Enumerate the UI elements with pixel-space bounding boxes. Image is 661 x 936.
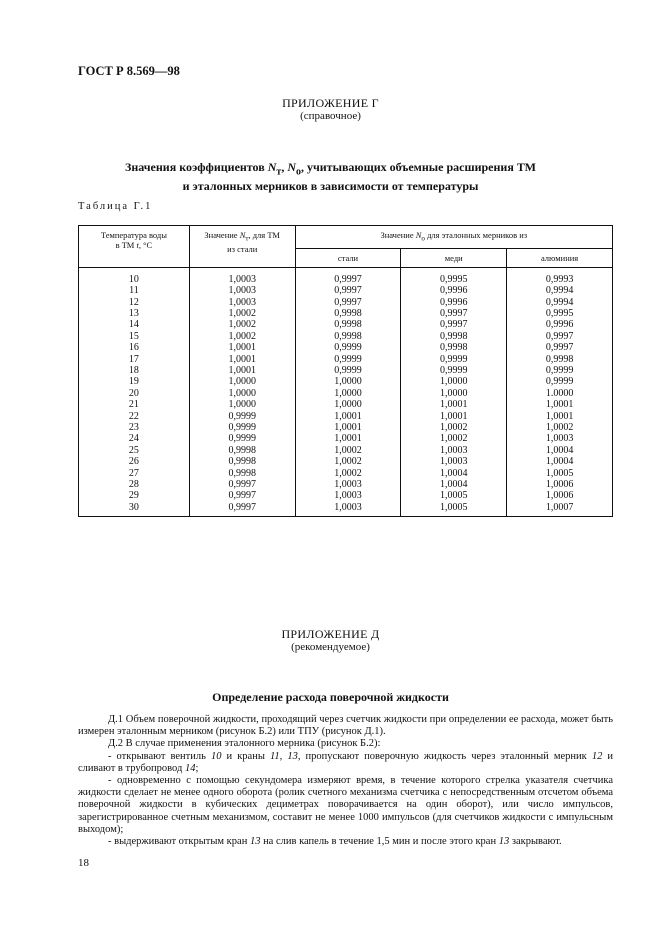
cell-no-aluminum: 0,9995 — [507, 308, 613, 319]
step-text: ; — [195, 762, 199, 774]
cell-no-steel: 0,9998 — [295, 308, 401, 319]
cell-temperature: 25 — [79, 445, 190, 456]
appendix-d-heading: Определение расхода поверочной жидкости — [212, 690, 449, 704]
cell-no-copper: 1,0005 — [401, 502, 507, 517]
table-row — [79, 479, 613, 490]
cell-no-steel: 1,0001 — [295, 422, 401, 433]
cell-no-steel: 1,0002 — [295, 456, 401, 467]
cell-temperature: 17 — [79, 354, 190, 365]
cell-temperature: 24 — [79, 433, 190, 444]
col-header-temperature — [79, 226, 190, 268]
cell-temperature: 28 — [79, 479, 190, 490]
step-ref-number: 13 — [498, 836, 510, 848]
cell-nt-steel: 1,0002 — [189, 331, 295, 342]
cell-nt-steel: 1,0003 — [189, 297, 295, 308]
cell-no-aluminum: 1,0006 — [507, 490, 613, 501]
table-row — [79, 490, 613, 501]
cell-no-aluminum: 1.0000 — [507, 388, 613, 399]
table-caption: Таблица Г.1 — [78, 201, 153, 212]
table-row — [79, 468, 613, 479]
step-text: закрывают. — [509, 836, 562, 848]
table-row — [79, 502, 613, 517]
appendix-g-title: ПРИЛОЖЕНИЕ Г — [282, 96, 379, 110]
subheader-aluminum: алюминия — [507, 248, 613, 267]
table-row — [79, 285, 613, 296]
cell-no-copper: 1,0003 — [401, 445, 507, 456]
step-ref-number: 12 — [591, 750, 603, 762]
cell-nt-steel: 1,0001 — [189, 354, 295, 365]
cell-no-aluminum: 0,9999 — [507, 365, 613, 376]
cell-temperature: 30 — [79, 502, 190, 517]
table-row — [79, 422, 613, 433]
cell-no-copper: 1,0005 — [401, 490, 507, 501]
col-header-subscript: о — [421, 234, 425, 243]
table-row — [79, 297, 613, 308]
cell-nt-steel: 0,9997 — [189, 490, 295, 501]
cell-no-copper: 0,9999 — [401, 365, 507, 376]
table-row — [79, 456, 613, 467]
paragraph-d1: Д.1 Объем поверочной жидкости, проходящий через счетчик жидкости при определении ее расхода, может быть измерен эталонным мерником (рисунок Б.2) или ТПУ (рисунок Д.1). — [78, 714, 613, 738]
cell-no-aluminum: 0,9997 — [507, 331, 613, 342]
col-header-text: в ТМ — [115, 240, 137, 250]
cell-temperature: 22 — [79, 411, 190, 422]
cell-no-steel: 0,9997 — [295, 297, 401, 308]
cell-no-steel: 0,9999 — [295, 354, 401, 365]
cell-no-copper: 0,9997 — [401, 319, 507, 330]
col-header-subscript: т — [245, 234, 249, 243]
col-header-text: Температура воды — [100, 230, 167, 240]
table-row — [79, 308, 613, 319]
cell-nt-steel: 1,0001 — [189, 365, 295, 376]
cell-nt-steel: 1,0000 — [189, 388, 295, 399]
heading-text: , — [281, 160, 288, 174]
table-row — [79, 331, 613, 342]
cell-no-copper: 1,0001 — [401, 411, 507, 422]
col-header-text: , для ТМ — [248, 230, 280, 240]
heading-symbol: N — [267, 160, 277, 174]
cell-no-aluminum: 1,0001 — [507, 411, 613, 422]
cell-no-copper: 0,9998 — [401, 342, 507, 353]
cell-temperature: 15 — [79, 331, 190, 342]
appendix-g-heading — [0, 160, 661, 194]
table-row — [79, 342, 613, 353]
cell-nt-steel: 1,0003 — [189, 285, 295, 296]
appendix-d-status: (рекомендуемое) — [291, 641, 370, 653]
col-header-symbol: N — [239, 230, 246, 240]
cell-no-copper: 0,9998 — [401, 331, 507, 342]
step-text: - открывают вентиль — [108, 750, 211, 762]
cell-temperature: 27 — [79, 468, 190, 479]
coefficient-table — [78, 225, 613, 517]
cell-no-steel: 0,9998 — [295, 319, 401, 330]
cell-no-steel: 1,0002 — [295, 468, 401, 479]
appendix-g-status: (справочное) — [300, 110, 361, 122]
cell-no-aluminum: 1,0004 — [507, 445, 613, 456]
page-number: 18 — [78, 857, 89, 869]
cell-no-steel: 1,0000 — [295, 388, 401, 399]
cell-no-aluminum: 1,0001 — [507, 399, 613, 410]
cell-no-aluminum: 0,9993 — [507, 267, 613, 285]
cell-no-copper: 0,9996 — [401, 285, 507, 296]
cell-temperature: 11 — [79, 285, 190, 296]
cell-nt-steel: 0,9998 — [189, 445, 295, 456]
col-header-text: Значение — [380, 230, 416, 240]
cell-nt-steel: 1,0002 — [189, 319, 295, 330]
cell-nt-steel: 0,9999 — [189, 433, 295, 444]
heading-line-2: и эталонных мерников в зависимости от температуры — [182, 179, 479, 194]
appendix-d-title: ПРИЛОЖЕНИЕ Д — [281, 627, 380, 641]
step-text: , пропускают поверочную жидкость через эталонный мерник — [297, 750, 592, 762]
subheader-copper: меди — [401, 248, 507, 267]
table-row — [79, 354, 613, 365]
document-code: ГОСТ Р 8.569—98 — [78, 64, 180, 78]
cell-no-steel: 0,9999 — [295, 342, 401, 353]
cell-nt-steel: 0,9999 — [189, 422, 295, 433]
table-row — [79, 365, 613, 376]
subheader-steel: стали — [295, 248, 401, 267]
cell-no-copper: 1,0002 — [401, 422, 507, 433]
step-ref-number: 11, 13 — [269, 750, 298, 762]
cell-no-copper: 0,9996 — [401, 297, 507, 308]
cell-nt-steel: 1,0000 — [189, 376, 295, 387]
col-header-text: для эталонных мерников из — [424, 230, 528, 240]
cell-no-copper: 0,9999 — [401, 354, 507, 365]
cell-no-aluminum: 1,0004 — [507, 456, 613, 467]
cell-temperature: 19 — [79, 376, 190, 387]
cell-no-steel: 1,0003 — [295, 502, 401, 517]
cell-no-aluminum: 0,9996 — [507, 319, 613, 330]
cell-no-copper: 1,0003 — [401, 456, 507, 467]
appendix-d-body — [78, 714, 613, 848]
cell-temperature: 10 — [79, 267, 190, 285]
cell-no-steel: 1,0003 — [295, 479, 401, 490]
cell-nt-steel: 0,9999 — [189, 411, 295, 422]
cell-no-steel: 1,0001 — [295, 411, 401, 422]
cell-nt-steel: 0,9997 — [189, 479, 295, 490]
step-text: и краны — [221, 750, 270, 762]
cell-no-copper: 1,0000 — [401, 388, 507, 399]
col-header-symbol: t — [136, 240, 139, 250]
col-header-text: из стали — [227, 243, 258, 254]
cell-no-aluminum: 0,9998 — [507, 354, 613, 365]
cell-nt-steel: 1,0000 — [189, 399, 295, 410]
paragraph-step-3 — [78, 836, 613, 848]
table-row — [79, 399, 613, 410]
cell-no-copper: 1,0002 — [401, 433, 507, 444]
table-row — [79, 445, 613, 456]
cell-nt-steel: 0,9997 — [189, 502, 295, 517]
cell-no-aluminum: 0,9999 — [507, 376, 613, 387]
cell-no-aluminum: 1,0006 — [507, 479, 613, 490]
step-text: на слив капель в течение 1,5 мин и после этого кран — [260, 836, 499, 848]
cell-temperature: 26 — [79, 456, 190, 467]
paragraph-step-1 — [78, 751, 613, 775]
table-row — [79, 376, 613, 387]
step-ref-number: 10 — [210, 750, 222, 762]
cell-no-aluminum: 0,9994 — [507, 297, 613, 308]
cell-no-copper: 0,9995 — [401, 267, 507, 285]
cell-no-copper: 1,0000 — [401, 376, 507, 387]
cell-no-copper: 1,0004 — [401, 468, 507, 479]
cell-no-copper: 1,0004 — [401, 479, 507, 490]
step-ref-number: 14 — [184, 762, 196, 774]
cell-no-aluminum: 1,0007 — [507, 502, 613, 517]
cell-nt-steel: 1,0001 — [189, 342, 295, 353]
col-header-symbol: N — [415, 230, 422, 240]
cell-no-steel: 1,0001 — [295, 433, 401, 444]
step-ref-number: 13 — [249, 836, 261, 848]
cell-temperature: 13 — [79, 308, 190, 319]
col-header-text: , °С — [138, 240, 153, 250]
cell-temperature: 20 — [79, 388, 190, 399]
cell-temperature: 18 — [79, 365, 190, 376]
cell-nt-steel: 0,9998 — [189, 468, 295, 479]
cell-temperature: 29 — [79, 490, 190, 501]
cell-no-steel: 1,0000 — [295, 399, 401, 410]
table-row — [79, 319, 613, 330]
paragraph-d2: Д.2 В случае применения эталонного мерника (рисунок Б.2): — [108, 738, 381, 750]
cell-no-copper: 0,9997 — [401, 308, 507, 319]
table-row — [79, 433, 613, 444]
col-header-text: Значение — [204, 230, 240, 240]
cell-no-aluminum: 0,9997 — [507, 342, 613, 353]
heading-symbol: N — [287, 160, 296, 174]
heading-text: , учитывающих объемные расширения ТМ — [301, 160, 536, 174]
table-row — [79, 267, 613, 285]
cell-no-aluminum: 1,0002 — [507, 422, 613, 433]
cell-no-aluminum: 1,0005 — [507, 468, 613, 479]
cell-nt-steel: 1,0003 — [189, 267, 295, 285]
cell-no-steel: 1,0002 — [295, 445, 401, 456]
step-text: - выдерживают открытым кран — [108, 836, 250, 848]
col-header-no — [295, 226, 612, 249]
cell-no-steel: 0,9999 — [295, 365, 401, 376]
table-row — [79, 411, 613, 422]
cell-nt-steel: 0,9998 — [189, 456, 295, 467]
cell-no-steel: 0,9997 — [295, 285, 401, 296]
table-row — [79, 388, 613, 399]
paragraph-step-2: - одновременно с помощью секундомера измеряют время, в течение которого стрелка указателя счетчика жидкости сделает не менее одного оборота (ролик счетного механизма счетчика с непосредственным отсчетом объема поверочной жидкости в кубических дециметрах поворачивается на один оборот), или число импульсов, зарегистрированное счетным механизмом, составит не менее 1000 импульсов (для счетчиков жидкости с импульсным выходом); — [78, 775, 613, 835]
step-text: и сливают в трубопровод — [78, 750, 613, 774]
cell-no-copper: 1,0001 — [401, 399, 507, 410]
cell-no-aluminum: 0,9994 — [507, 285, 613, 296]
cell-no-steel: 1,0000 — [295, 376, 401, 387]
heading-subscript: о — [296, 166, 301, 178]
cell-temperature: 21 — [79, 399, 190, 410]
cell-no-aluminum: 1,0003 — [507, 433, 613, 444]
cell-temperature: 12 — [79, 297, 190, 308]
cell-no-steel: 0,9997 — [295, 267, 401, 285]
heading-subscript: т — [276, 166, 282, 178]
cell-no-steel: 0,9998 — [295, 331, 401, 342]
col-header-nt — [189, 226, 295, 268]
cell-temperature: 16 — [79, 342, 190, 353]
cell-nt-steel: 1,0002 — [189, 308, 295, 319]
cell-temperature: 14 — [79, 319, 190, 330]
cell-temperature: 23 — [79, 422, 190, 433]
heading-text: Значения коэффициентов — [125, 160, 268, 174]
cell-no-steel: 1,0003 — [295, 490, 401, 501]
